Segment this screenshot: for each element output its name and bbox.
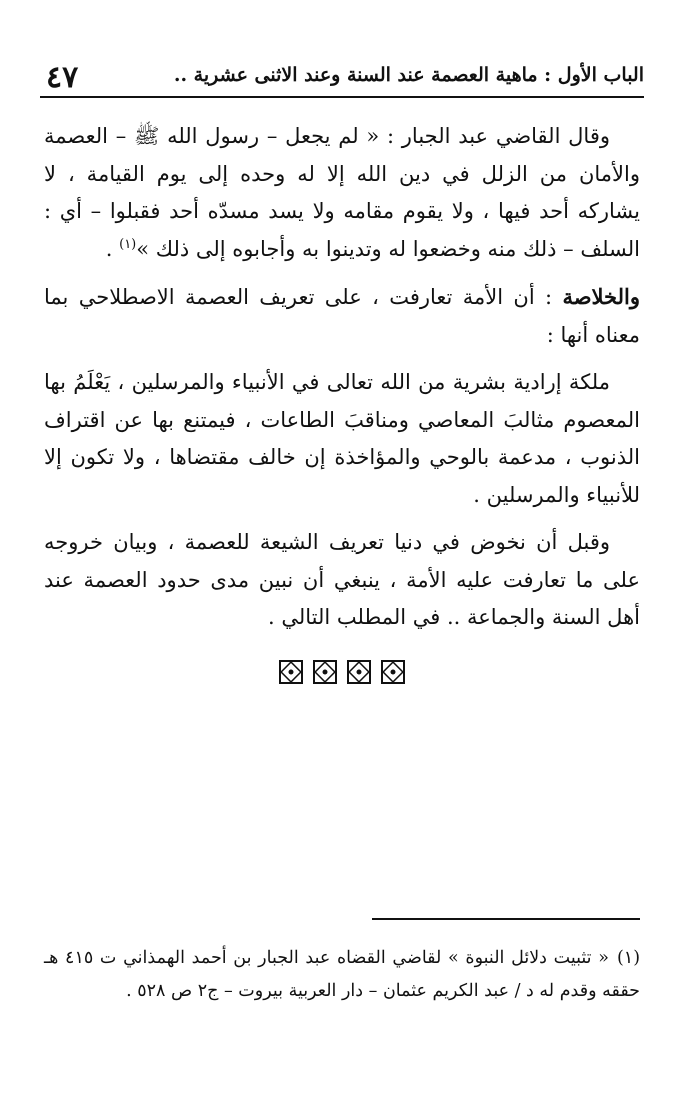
footnote-separator bbox=[372, 918, 640, 920]
paragraph-text: ملكة إرادية بشرية من الله تعالى في الأنبياء والمرسلين ، يَعْلَمُ بها المعصوم مثالبَ المعاصي ومناقبَ الطاعات ، فيمتنع بها عن اقتراف الذنوب ، مدعمة بالوحي والمؤاخذة إن خالف مقتضاها ، ولا تكون إلا للأنبياء والمرسلين . bbox=[44, 370, 640, 507]
paragraph-transition bbox=[44, 524, 640, 637]
paragraph-text: وقبل أن نخوض في دنيا تعريف الشيعة للعصمة ، وبيان خروجه على ما تعارفت عليه الأمة ، ينبغي أن نبين مدى حدود العصمة عند أهل السنة والجماعة .. في المطلب التالي . bbox=[44, 530, 640, 629]
page-number: ٤٧ bbox=[46, 60, 79, 95]
footnote-marker: (١) bbox=[616, 948, 641, 968]
paragraph-definition bbox=[44, 364, 640, 514]
paragraph-summary bbox=[44, 278, 640, 354]
footnote bbox=[44, 942, 640, 1008]
footnote-text: « تثبيت دلائل النبوة » لقاضي القضاه عبد الجبار بن أحمد الهمذاني ت ٤١٥ هـ حققه وقدم له د / عبد الكريم عثمان – دار العربية بيروت – ج٢ ص ٥٢٨ . bbox=[44, 948, 640, 1001]
summary-lead: والخلاصة bbox=[562, 284, 640, 309]
paragraph-tail: . bbox=[105, 236, 120, 261]
paragraph-text: : أن الأمة تعارفت ، على تعريف العصمة الاصطلاحي بما معناه أنها : bbox=[44, 285, 640, 347]
paragraph-quote bbox=[44, 118, 640, 268]
ornament-icon bbox=[279, 660, 303, 684]
ornament-icon bbox=[313, 660, 337, 684]
ornament-icon bbox=[347, 660, 371, 684]
header-rule bbox=[40, 96, 644, 98]
footnote-reference[interactable]: (١) bbox=[119, 236, 137, 252]
page-header bbox=[40, 58, 644, 98]
paragraph-text: وقال القاضي عبد الجبار : « لم يجعل – رسول الله ﷺ – العصمة والأمان من الزلل في دين الله إلا له وحده إلى يوم القيامة ، لا يشاركه أحد فيها ، ولا يقوم مقامه ولا يسد مسدّه أحد فقبلوا – أي : السلف – ذلك منه وخضعوا له وتدينوا به وأجابوه إلى ذلك » bbox=[44, 124, 640, 261]
main-text bbox=[44, 118, 640, 647]
running-head: الباب الأول : ماهية العصمة عند السنة وعند الاثنى عشرية .. bbox=[173, 64, 644, 86]
ornament-icon bbox=[381, 660, 405, 684]
section-ornaments bbox=[0, 660, 684, 684]
